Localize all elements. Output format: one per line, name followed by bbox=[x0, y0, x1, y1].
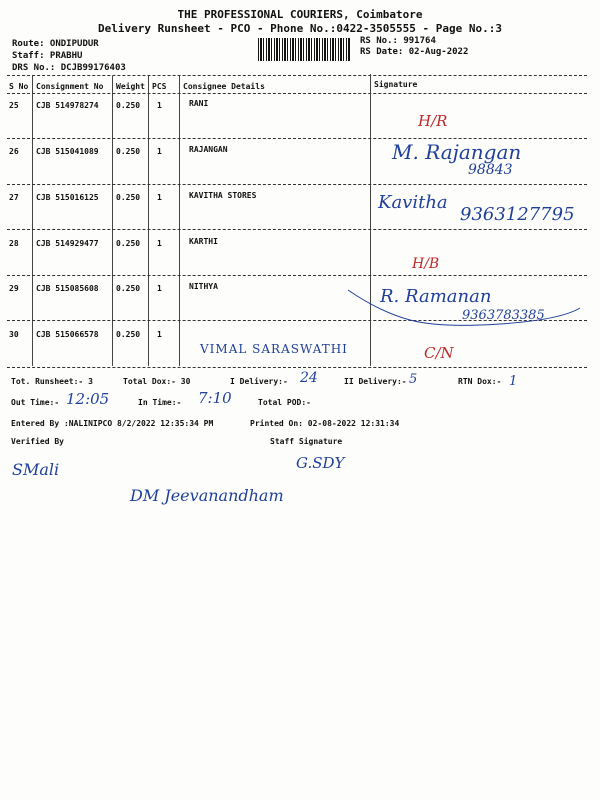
pen-scribble bbox=[340, 272, 595, 332]
i-delivery-value: 24 bbox=[300, 370, 318, 386]
rtn-dox: RTN Dox:- bbox=[458, 377, 502, 386]
total-pod: Total POD:- bbox=[258, 398, 311, 407]
i-delivery: I Delivery:- bbox=[230, 377, 288, 386]
row-weight: 0.250 bbox=[116, 284, 141, 293]
row-pcs: 1 bbox=[157, 239, 162, 248]
table-header-rule bbox=[7, 93, 587, 94]
row-weight: 0.250 bbox=[116, 330, 141, 339]
col-divider bbox=[179, 76, 180, 366]
company-title: THE PROFESSIONAL COURIERS, Coimbatore bbox=[177, 8, 423, 21]
out-time-value: 12:05 bbox=[66, 390, 110, 408]
ii-delivery-value: 5 bbox=[409, 372, 418, 387]
table-top-rule bbox=[7, 75, 587, 76]
row-sno: 26 bbox=[9, 147, 19, 156]
row-consignment: CJB 515066578 bbox=[36, 330, 99, 339]
row-weight: 0.250 bbox=[116, 239, 141, 248]
col-divider bbox=[32, 76, 33, 366]
row-consignment: CJB 514978274 bbox=[36, 101, 99, 110]
rs-date: RS Date: 02-Aug-2022 bbox=[360, 47, 469, 57]
handwritten-phone: 98843 bbox=[468, 162, 513, 178]
col-divider bbox=[148, 76, 149, 366]
row-pcs: 1 bbox=[157, 284, 162, 293]
ii-delivery: II Delivery:- bbox=[344, 377, 407, 386]
total-dox: Total Dox:- 30 bbox=[123, 377, 191, 386]
barcode bbox=[258, 38, 350, 61]
handwritten-hr-mark: H/R bbox=[418, 112, 448, 130]
handwritten-cn-mark: C/N bbox=[424, 344, 454, 362]
verified-by: Verified By bbox=[11, 437, 64, 446]
col-consignee: Consignee Details bbox=[183, 82, 265, 91]
handwritten-signature: M. Rajangan bbox=[392, 140, 522, 164]
row-consignee: NITHYA bbox=[189, 282, 218, 291]
handwritten-hb-mark: H/B bbox=[412, 256, 440, 272]
row-rule bbox=[7, 367, 587, 368]
row-sno: 30 bbox=[9, 330, 19, 339]
row-weight: 0.250 bbox=[116, 147, 141, 156]
row-consignee: RAJANGAN bbox=[189, 145, 228, 154]
staff-label: Staff: PRABHU bbox=[12, 51, 83, 61]
row-consignee: RANI bbox=[189, 99, 209, 108]
row-weight: 0.250 bbox=[116, 193, 141, 202]
printed-on: Printed On: 02-08-2022 12:31:34 bbox=[250, 419, 400, 428]
drs-number: DRS No.: DCJB99176403 bbox=[12, 63, 126, 73]
runsheet-title: Delivery Runsheet - PCO - Phone No.:0422-3505555 - Page No.:3 bbox=[98, 22, 502, 35]
row-rule bbox=[7, 138, 587, 139]
col-consignment: Consignment No bbox=[36, 82, 104, 91]
handwritten-consignee: VIMAL SARASWATHI bbox=[200, 342, 348, 356]
row-pcs: 1 bbox=[157, 101, 162, 110]
staff-signature-label: Staff Signature bbox=[270, 437, 343, 446]
col-sno: S No bbox=[9, 82, 29, 91]
row-consignment: CJB 515016125 bbox=[36, 193, 99, 202]
row-pcs: 1 bbox=[157, 147, 162, 156]
row-sno: 29 bbox=[9, 284, 19, 293]
col-signature: Signature bbox=[374, 80, 418, 89]
row-sno: 27 bbox=[9, 193, 19, 202]
in-time: In Time:- bbox=[138, 398, 182, 407]
middle-signature: DM Jeevanandham bbox=[130, 486, 284, 505]
rtn-dox-value: 1 bbox=[509, 374, 518, 389]
in-time-value: 7:10 bbox=[198, 389, 232, 407]
col-pcs: PCS bbox=[152, 82, 167, 91]
col-weight: Weight bbox=[116, 82, 145, 91]
row-sno: 25 bbox=[9, 101, 19, 110]
row-sno: 28 bbox=[9, 239, 19, 248]
handwritten-signature: R. Ramanan bbox=[380, 286, 492, 307]
entered-by: Entered By :NALINIPCO 8/2/2022 12:35:34 PM bbox=[11, 419, 214, 428]
col-divider bbox=[112, 76, 113, 366]
row-weight: 0.250 bbox=[116, 101, 141, 110]
row-consignment: CJB 515085608 bbox=[36, 284, 99, 293]
row-consignment: CJB 515041089 bbox=[36, 147, 99, 156]
row-rule bbox=[7, 229, 587, 230]
handwritten-phone: 9363783385 bbox=[462, 308, 545, 323]
row-rule bbox=[7, 184, 587, 185]
row-pcs: 1 bbox=[157, 193, 162, 202]
row-pcs: 1 bbox=[157, 330, 162, 339]
row-consignment: CJB 514929477 bbox=[36, 239, 99, 248]
row-consignee: KAVITHA STORES bbox=[189, 191, 257, 200]
handwritten-phone: 9363127795 bbox=[460, 204, 575, 225]
staff-signature: G.SDY bbox=[296, 454, 345, 472]
total-runsheet: Tot. Runsheet:- 3 bbox=[11, 377, 93, 386]
out-time: Out Time:- bbox=[11, 398, 60, 407]
rs-number: RS No.: 991764 bbox=[360, 36, 436, 46]
verified-signature: SMali bbox=[12, 460, 60, 479]
row-consignee: KARTHI bbox=[189, 237, 218, 246]
handwritten-signature: Kavitha bbox=[378, 192, 448, 213]
route-label: Route: ONDIPUDUR bbox=[12, 39, 99, 49]
